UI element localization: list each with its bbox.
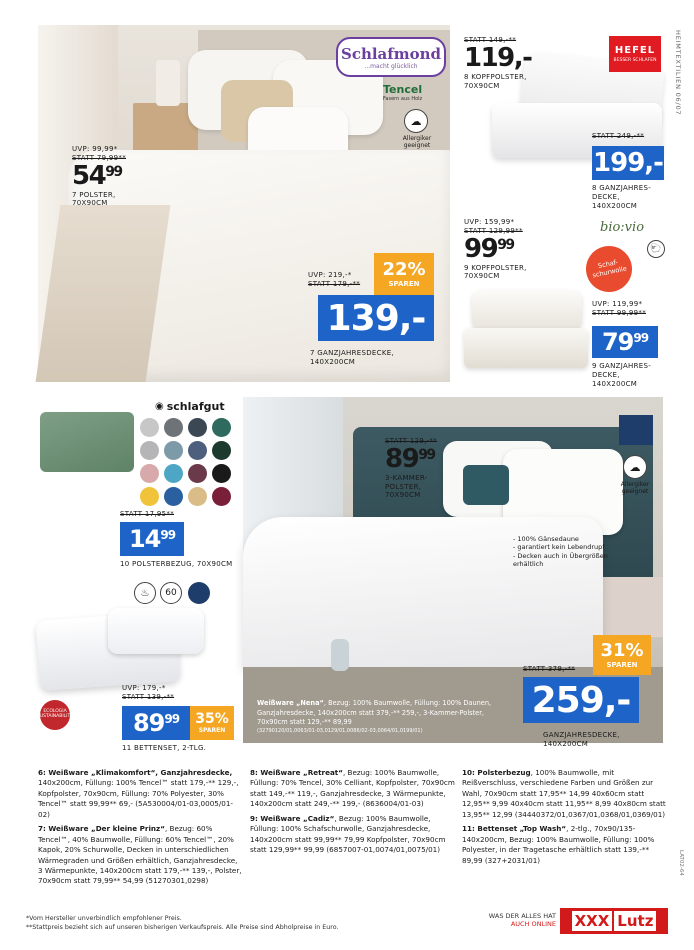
statt-price: STATT 17,95** — [120, 510, 175, 518]
desc-text: , Bezug: 100% Baumwolle, Füllung: 70% Tencel, 30% Celliant, Kopfpolster, 70x90cm statt 149,-** 119,-, Ganzjahresdecke, 3 Wärmepunkte, 140x200cm statt 249,-** 199,- (8636004/01-03) — [250, 768, 455, 809]
offer-desc: 8 KOPFPOLSTER, 70X90CM — [464, 72, 527, 90]
desc-title: 7: Weißware „Der kleine Prinz“ — [38, 824, 165, 834]
brand-icon — [188, 582, 210, 604]
color-swatch[interactable] — [188, 441, 207, 460]
bullet-item: - Decken auch in Übergrößen erhältlich — [513, 551, 608, 569]
price-main: 99 — [464, 233, 498, 264]
allergy-label: Allergiker geeignet — [402, 135, 432, 150]
biovio-logo: bio:vio — [600, 220, 645, 235]
color-swatch[interactable] — [212, 487, 231, 506]
nena-text: , Bezug: 100% Baumwolle, Füllung: 100% Daunen, Ganzjahresdecke, 140x200cm statt 379,-** 259,-, 3-Kammer-Polster, 70x90cm statt 129,-** 89,99 — [257, 699, 492, 727]
price-box-259: 259,- — [523, 677, 639, 723]
discount-badge — [190, 706, 234, 740]
desc-title: 10: Polsterbezug — [462, 768, 531, 777]
desc-title: 11: Bettenset „Top Wash“ — [462, 824, 567, 834]
footnotes — [26, 914, 456, 932]
desc-item — [38, 824, 243, 887]
nena-title: Weißware „Nena“ — [257, 699, 324, 707]
color-swatches — [140, 418, 236, 514]
price-cents: 99 — [164, 712, 180, 726]
color-swatch[interactable] — [140, 487, 159, 506]
color-swatch[interactable] — [164, 441, 183, 460]
bedroom-photo-top — [38, 25, 450, 382]
price-box-7999 — [592, 326, 658, 358]
brand-logo-bottom — [619, 415, 653, 445]
discount-pct: 22% — [382, 258, 426, 280]
offer-desc: 9 KOPFPOLSTER, 70X90CM — [464, 263, 527, 281]
discount-badge — [593, 635, 651, 675]
side-label: HEIMTEXTILIEN 06/07 — [674, 30, 682, 116]
offer-7-block — [72, 145, 172, 208]
hefel-sub: BESSER SCHLAFEN — [613, 58, 657, 63]
discount-pct: 31% — [600, 639, 644, 661]
nena-description — [257, 699, 507, 735]
price-box-139: 139,- — [318, 295, 434, 341]
allergy-icon: ☁ — [623, 455, 647, 479]
statt-price: STATT 179,-** — [308, 279, 361, 288]
offer-8c-block — [385, 437, 465, 500]
pillow-wool — [472, 290, 582, 330]
discount-sparen: SPAREN — [198, 727, 226, 734]
schlafmond-wordmark: Schlafmond — [340, 44, 441, 63]
logo-xxx: XXX — [572, 911, 613, 931]
color-swatch[interactable] — [188, 464, 207, 483]
uvp-price: UVP: 159,99* — [464, 218, 515, 226]
desc-title: 6: Weißware „Klimakomfort“, Ganzjahresdecke, — [38, 768, 233, 777]
price-main: 89 — [385, 443, 419, 474]
price-cents: 99 — [105, 163, 122, 180]
price-main: 89 — [132, 709, 165, 737]
price-cents: 99 — [418, 446, 435, 463]
hefel-wordmark: HEFEL — [614, 45, 656, 56]
desc-text: , 100% Baumwolle, mit Reißverschluss, verschiedene Farben und Größen zur Wahl, 70x90cm statt 17,95** 14,99 40x60cm statt 12,95** 9,99 40x40cm statt 11,95** 8,99 40x80cm statt 13,95** 12,99 (34440372/01,0367/01,0368/01,0369/01) — [462, 768, 666, 819]
color-swatch[interactable] — [164, 487, 183, 506]
offer-desc: 3-KAMMER-POLSTER, 70X90CM — [385, 473, 428, 500]
hefel-pillow-area — [462, 28, 666, 388]
offer-9a-block — [464, 218, 559, 281]
schlafmond-tagline: ...macht glücklich — [364, 62, 418, 70]
online-line-2: AUCH ONLINE — [510, 920, 556, 929]
uvp-price: UVP: 219,-* — [308, 271, 352, 279]
discount-badge — [374, 253, 434, 295]
discount-sparen: SPAREN — [606, 660, 638, 669]
color-swatch[interactable] — [188, 418, 207, 437]
allergy-icon: ☁ — [404, 109, 428, 133]
lamp-vase — [156, 60, 180, 106]
price-box-8999 — [122, 706, 190, 740]
price-cents: 99 — [497, 236, 514, 253]
statt-price: STATT 249,-** — [592, 132, 645, 140]
offer-7-price — [72, 160, 172, 191]
sheep-icon: 🐑 — [647, 240, 665, 258]
offer-8a-block — [464, 36, 554, 90]
offer-desc: 7 POLSTER, 70X90CM — [72, 190, 116, 208]
desc-item — [250, 768, 455, 810]
vase — [331, 639, 349, 671]
uvp-price: UVP: 99,99* — [72, 145, 118, 153]
statt-price: STATT 129,99** — [464, 226, 523, 235]
nena-code: (32790120/01,0063/01-03,0129/01,0086/02-03,0064/01,0199/01) — [257, 727, 423, 734]
discount-sparen: SPAREN — [388, 279, 420, 288]
badge-label: ECOLOGIA SUSTAINABILITY — [37, 709, 74, 719]
schlafgut-wordmark: schlafgut — [166, 400, 225, 413]
tencel-sub: Fasern aus Holz — [383, 96, 423, 102]
desc-title: 9: Weißware „Cadiz“ — [250, 813, 335, 823]
side-code: LAT02-64 — [678, 850, 684, 876]
description-col-2 — [250, 768, 455, 856]
xxxlutz-logo[interactable] — [560, 908, 668, 934]
color-swatch[interactable] — [188, 487, 207, 506]
color-swatch[interactable] — [164, 464, 183, 483]
offer-desc: 10 POLSTERBEZUG, 70X90CM — [120, 560, 233, 568]
description-col-1 — [38, 768, 243, 887]
desc-text: , Bezug: 60% Tencel™, 40% Baumwolle, Füllung: 60% Tencel™, 20% Kapok, 20% Schurwolle, Decken in unterschiedlichen Wärmegraden und Größen erhältlich, Ganzjahresdecke, 3 Wärmepunkte, 140x200cm statt 179,-** 139,-, Polster, 70x90cm statt 79,99** 54,99 (51270301,0298) — [38, 824, 242, 886]
statt-price: STATT 129,-** — [385, 437, 438, 445]
desc-item — [462, 824, 666, 866]
statt-price: STATT 379,-** — [523, 665, 576, 673]
offer-desc: 11 BETTENSET, 2-TLG. — [122, 744, 207, 752]
color-swatch[interactable] — [164, 418, 183, 437]
offer-11-statt — [122, 684, 174, 702]
color-swatch[interactable] — [140, 464, 159, 483]
schlafgut-logo — [155, 400, 225, 413]
online-cta[interactable] — [470, 912, 556, 929]
schlafmond-logo — [336, 37, 446, 77]
price-box-1499 — [120, 522, 184, 556]
bettenset-pillow — [108, 608, 204, 654]
color-swatch[interactable] — [212, 441, 231, 460]
tencel-logo — [383, 83, 438, 105]
statt-price: STATT 99,99** — [592, 308, 647, 317]
online-line-1: WAS DER ALLES HAT — [488, 912, 556, 920]
price-main: 119,- — [464, 42, 532, 73]
offer-8c-price — [385, 443, 465, 474]
wash-temp-icon: 60 — [160, 582, 182, 604]
sustainability-badge — [37, 700, 74, 730]
discount-pct: 35% — [195, 711, 229, 727]
offer-9b-statt — [592, 300, 646, 318]
offer-desc: 7 GANZJAHRESDECKE, 140X200CM — [310, 349, 394, 366]
price-cents: 99 — [633, 331, 649, 345]
wash-icon: ♨ — [134, 582, 156, 604]
bullet-item: - 100% Gänsedaune — [513, 535, 579, 543]
price-main: 14 — [128, 525, 161, 553]
statt-price: STATT 139,-** — [122, 692, 175, 701]
wool-badge-label: Schaf-schurwolle — [591, 258, 628, 280]
color-swatch[interactable] — [140, 441, 159, 460]
price-main: 79 — [601, 328, 634, 356]
price-box-199: 199,- — [593, 148, 663, 178]
pillow-teal — [463, 465, 509, 505]
color-swatch[interactable] — [212, 464, 231, 483]
offer-desc: 8 GANZJAHRES-DECKE, 140X200CM — [592, 184, 652, 210]
allergy-label: Allergiker geeignet — [620, 481, 650, 496]
desc-item — [250, 814, 455, 856]
statt-price: STATT 79,99** — [72, 153, 127, 162]
offer-desc: 9 GANZJAHRES-DECKE, 140X200CM — [592, 362, 652, 388]
bedroom-photo-bottom — [243, 397, 663, 748]
offer-desc: GANZJAHRESDECKE, 140X200CM — [543, 731, 620, 748]
footnote-1: *Vom Hersteller unverbindlich empfohlener Preis. — [26, 915, 182, 922]
desc-title: 8: Weißware „Retreat“ — [250, 768, 343, 777]
statt-price: STATT 149,-** — [464, 36, 517, 44]
green-pillowcase — [40, 412, 134, 472]
uvp-price: UVP: 179,-* — [122, 684, 166, 692]
footnote-2: **Stattpreis bezieht sich auf unseren bisherigen Verkaufspreis. Alle Preise sind Abholpreise in Euro. — [26, 924, 339, 932]
feature-bullets — [513, 535, 623, 569]
desc-item — [462, 768, 666, 820]
hefel-logo — [609, 36, 661, 72]
schlafgut-icon: ◉ — [155, 401, 164, 412]
color-swatch[interactable] — [212, 418, 231, 437]
duvet-wool — [464, 328, 588, 368]
bettenset-area — [38, 580, 238, 750]
bullet-item: - garantiert kein Lebendrupf — [513, 543, 605, 552]
desc-text: , Bezug: 100% Baumwolle, Füllung: 100% Schafschurwolle, Ganzjahresdecke, 140x200cm statt 99,99** 79,99 Kopfpolster, 70x90cm statt 129,99** 99,99 (6857007-01,0074/01,0075/01) — [250, 813, 446, 855]
color-swatch[interactable] — [140, 418, 159, 437]
pillowcase-area — [38, 396, 238, 576]
wool-badge — [582, 242, 637, 297]
logo-lutz: Lutz — [614, 911, 656, 931]
tencel-wordmark: Tencel — [383, 83, 423, 96]
description-col-3 — [462, 768, 666, 866]
desc-text: 140x200cm, Füllung: 100% Tencel™ statt 179,-** 129,-, Kopfpolster, 70x90cm, Füllung: 70% Polyester, 30% Tencel™ statt 99,99** 69,- (5A530004/01-03,0005/01-02) — [38, 778, 239, 819]
price-cents: 99 — [160, 528, 176, 542]
desc-item — [38, 768, 243, 820]
desc-text: , 2-tlg., 70x90/135-140x200cm, Bezug: 100% Baumwolle, Füllung: 100% Polyester, in der Tragetasche erhältlich statt 139,-** 89,99 (327+2031/01) — [462, 824, 655, 865]
price-main: 54 — [72, 160, 106, 191]
uvp-price: UVP: 119,99* — [592, 300, 643, 308]
offer-9a-price — [464, 233, 559, 264]
